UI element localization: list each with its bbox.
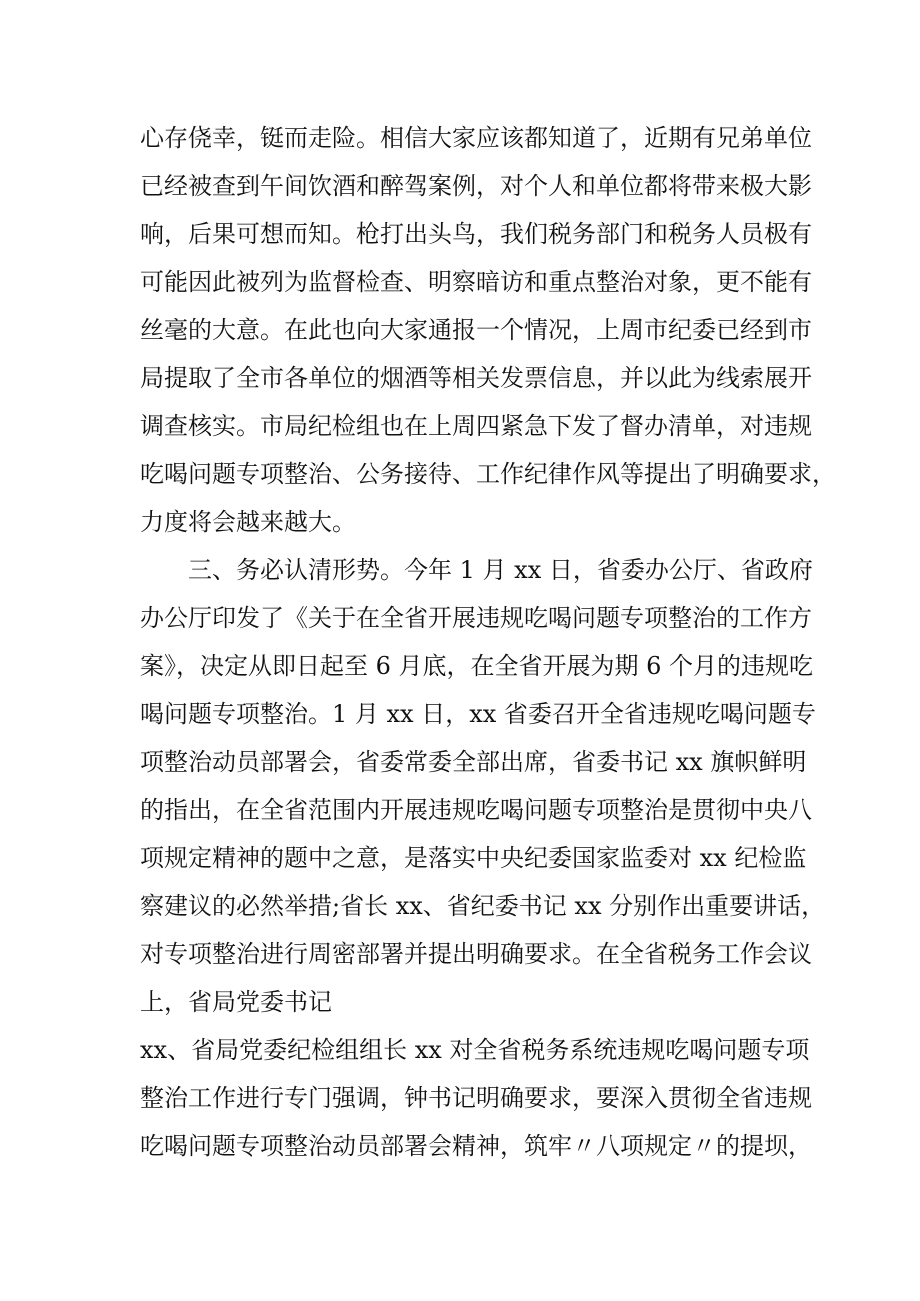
section-heading-line: 三、务必认清形势。今年 1 月 xx 日，省委办公厅、省政府 (188, 556, 813, 584)
text-line: 调查核实。市局纪检组也在上周四紧急下发了督办清单，对违规 (140, 412, 812, 440)
text-line: 已经被查到午间饮酒和醉驾案例，对个人和单位都将带来极大影 (140, 172, 812, 200)
text-line: xx、省局党委纪检组组长 xx 对全省税务系统违规吃喝问题专项 (140, 1036, 810, 1064)
text-line: 整治工作进行专门强调，钟书记明确要求，要深入贯彻全省违规 (140, 1084, 812, 1112)
text-line: 项规定精神的题中之意，是落实中央纪委国家监委对 xx 纪检监 (140, 844, 807, 872)
text-line: 心存侥幸，铤而走险。相信大家应该都知道了，近期有兄弟单位 (140, 124, 812, 152)
text-line: 局提取了全市各单位的烟酒等相关发票信息，并以此为线索展开 (140, 364, 812, 392)
text-line: 喝问题专项整治。1 月 xx 日，xx 省委召开全省违规吃喝问题专 (140, 700, 816, 728)
text-line: 办公厅印发了《关于在全省开展违规吃喝问题专项整治的工作方 (140, 604, 812, 632)
text-line: 案》，决定从即日起至 6 月底，在全省开展为期 6 个月的违规吃 (140, 652, 814, 680)
text-line: 察建议的必然举措;省长 xx、省纪委书记 xx 分别作出重要讲话， (140, 892, 826, 920)
text-line: 上，省局党委书记 (140, 988, 332, 1016)
text-line: 的指出，在全省范围内开展违规吃喝问题专项整治是贯彻中央八 (140, 796, 812, 824)
text-line: 力度将会越来越大。 (140, 508, 356, 536)
text-line: 吃喝问题专项整治、公务接待、工作纪律作风等提出了明确要求， (140, 460, 836, 488)
text-line: 丝毫的大意。在此也向大家通报一个情况，上周市纪委已经到市 (140, 316, 812, 344)
text-line: 响，后果可想而知。枪打出头鸟，我们税务部门和税务人员极有 (140, 220, 812, 248)
text-line: 可能因此被列为监督检查、明察暗访和重点整治对象，更不能有 (140, 268, 812, 296)
text-line: 对专项整治进行周密部署并提出明确要求。在全省税务工作会议 (140, 940, 812, 968)
text-line: 吃喝问题专项整治动员部署会精神，筑牢〃八项规定〃的提坝， (140, 1132, 812, 1160)
text-line: 项整治动员部署会，省委常委全部出席，省委书记 xx 旗帜鲜明 (140, 748, 807, 776)
